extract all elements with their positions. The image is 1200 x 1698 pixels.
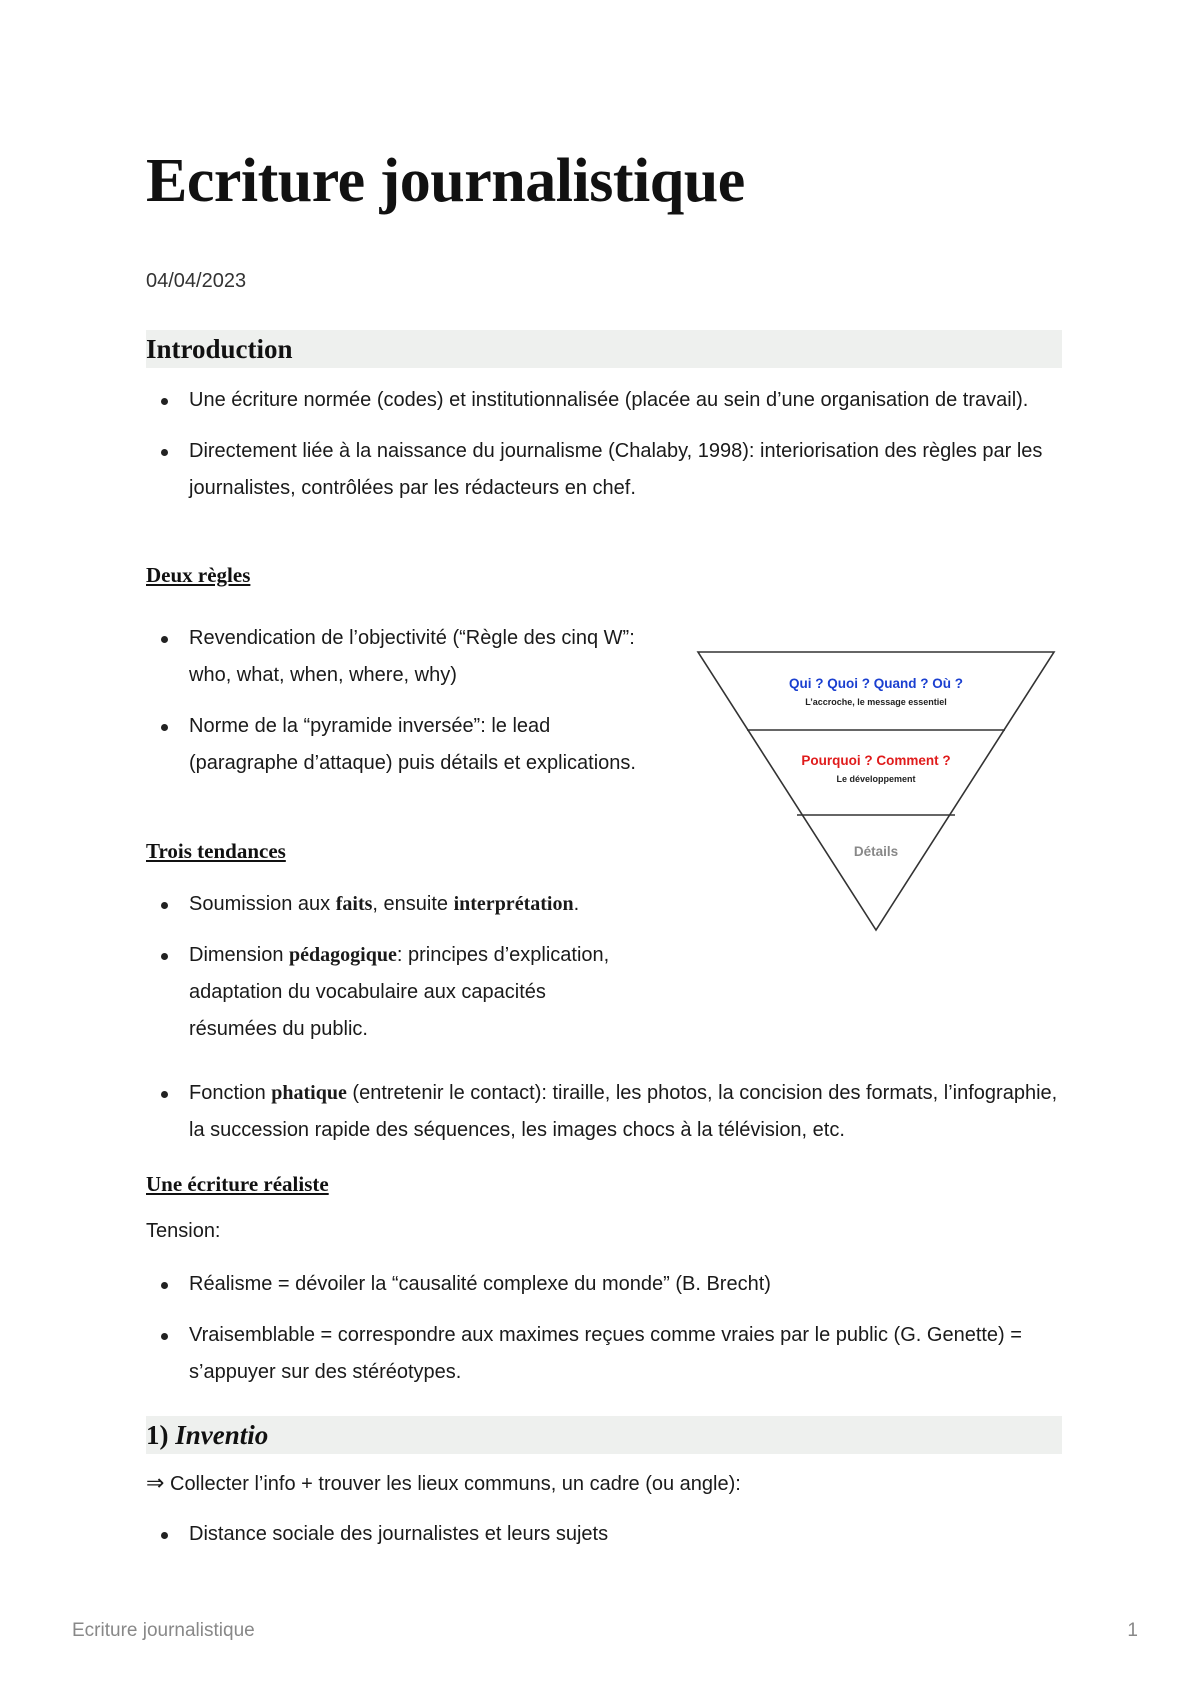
- pyramid-outline: [698, 652, 1054, 930]
- heading-introduction: Introduction: [146, 330, 1062, 368]
- page-number: 1: [1127, 1620, 1138, 1641]
- pyramid-middle-title: Pourquoi ? Comment ?: [801, 753, 951, 768]
- heading-ecriture-realiste: Une écriture réaliste: [146, 1172, 329, 1196]
- list-item: Vraisemblable = correspondre aux maximes reçues comme vraies par le public (G. Genette) = s’appuyer sur des stéréotypes.: [146, 1317, 1062, 1391]
- arrow-icon: ⇒: [146, 1470, 165, 1495]
- tendances-list: [146, 886, 636, 1062]
- list-item: Norme de la “pyramide inversée”: le lead (paragraphe d’attaque) puis détails et explications.: [146, 708, 636, 782]
- list-item: Revendication de l’objectivité (“Règle des cinq W”: who, what, when, where, why): [146, 620, 636, 694]
- regles-list: [146, 620, 636, 796]
- list-item: Fonction phatique (entretenir le contact): tiraille, les photos, la concision des formats, l’infographie, la succession rapide des séquences, les images chocs à la télévision, etc.: [146, 1075, 1062, 1149]
- list-item: Soumission aux faits, ensuite interprétation.: [146, 886, 636, 923]
- inverted-pyramid-diagram: [696, 650, 1056, 932]
- heading-inventio: 1) Inventio: [146, 1416, 1062, 1454]
- list-item: Directement liée à la naissance du journalisme (Chalaby, 1998): interiorisation des règles par les journalistes, contrôlées par les rédacteurs en chef.: [146, 433, 1062, 507]
- tension-label: Tension:: [146, 1220, 221, 1242]
- heading-deux-regles: Deux règles: [146, 563, 251, 587]
- list-item: Dimension pédagogique: principes d’explication, adaptation du vocabulaire aux capacités résumées du public.: [146, 937, 636, 1048]
- list-item: Distance sociale des journalistes et leurs sujets: [146, 1516, 1062, 1553]
- inventio-intro: ⇒ Collecter l’info + trouver les lieux communs, un cadre (ou angle):: [146, 1470, 741, 1495]
- pyramid-top-subtitle: L’accroche, le message essentiel: [805, 697, 947, 707]
- list-item: Réalisme = dévoiler la “causalité complexe du monde” (B. Brecht): [146, 1266, 1062, 1303]
- intro-list: [146, 382, 1062, 521]
- realiste-list: [146, 1266, 1062, 1405]
- pyramid-bottom-title: Détails: [853, 844, 899, 859]
- footer-title: Ecriture journalistique: [72, 1620, 255, 1641]
- heading-trois-tendances: Trois tendances: [146, 839, 286, 863]
- page-title: Ecriture journalistique: [146, 147, 745, 215]
- document-date: 04/04/2023: [146, 270, 247, 292]
- pyramid-top-title: Qui ? Quoi ? Quand ? Où ?: [789, 676, 963, 691]
- pyramid-middle-subtitle: Le développement: [836, 774, 916, 784]
- list-item: Une écriture normée (codes) et institutionnalisée (placée au sein d’une organisation de travail).: [146, 382, 1062, 419]
- inventio-list: [146, 1516, 1062, 1567]
- tendances-list-continued: [146, 1075, 1062, 1163]
